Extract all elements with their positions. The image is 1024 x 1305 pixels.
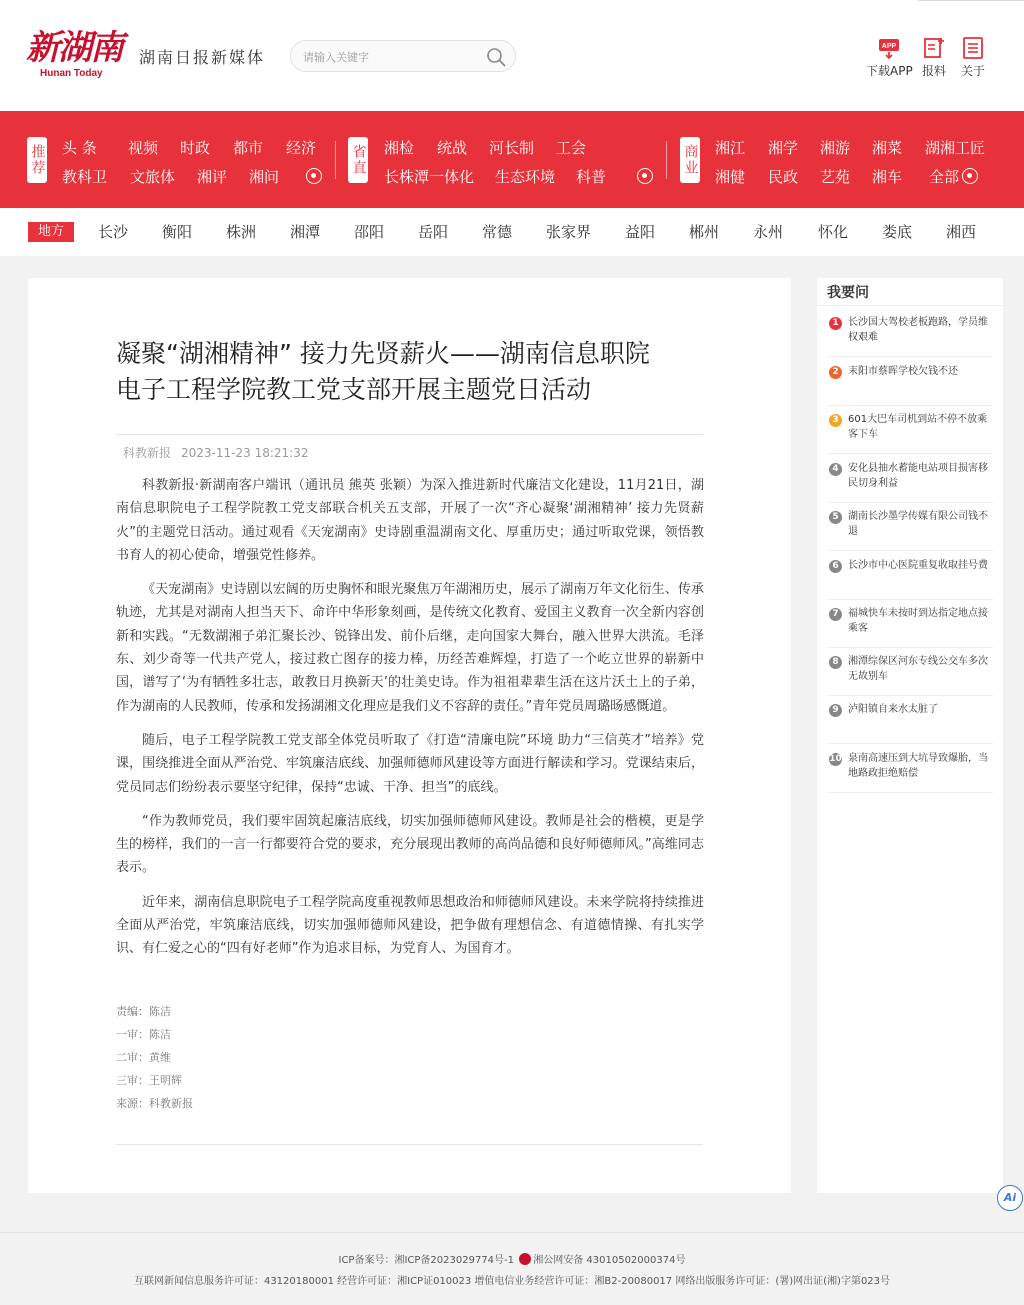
question-item[interactable] [829, 655, 993, 696]
download-app-label: 下载APP [866, 64, 913, 78]
region-tab[interactable]: 湘西 [946, 223, 977, 241]
article-title-line2: 电子工程学院教工党支部开展主题党日活动 [116, 375, 592, 404]
article-title-line1: 凝聚“湖湘精神” 接力先贤薪火——湖南信息职院 [116, 339, 650, 368]
region-tab[interactable]: 湘潭 [290, 223, 321, 241]
main-nav [0, 111, 1024, 208]
more-circle-icon[interactable] [637, 168, 653, 184]
nav-item-comment[interactable]: 湘评 [197, 168, 228, 186]
nav-tag-business: 商业 [680, 137, 700, 183]
search-input[interactable] [303, 47, 473, 67]
site-header [0, 0, 1024, 111]
nav-item-culture[interactable]: 文旅体 [130, 168, 176, 186]
about-icon [961, 36, 985, 60]
article-paragraph: 《天宠湖南》史诗剧以宏阔的历史胸怀和眼光聚焦万年湖湘历史，展示了湖南万年文化衍生、传承轨迹，尤其是对湖南人担当天下、命许中华形象刻画，是传统文化教育、爱国主义教育一次全新内容创新和实践。“无数湖湘子弟汇聚长沙、锐锋出发、前仆后继，走向国家大舞台，融入世界大洪流。毛泽东、刘少奇等一代共产党人，接过救亡图存的接力棒，历经苦难辉煌，打造了一个屹立世界的崭新中国，谱写了‘为有牺牲多壮志，敢教日月换新天’的壮美史诗。作为祖祖辈辈生活在这片沃土上的子弟，作为湖南的人民教师，传承和发扬湖湘文化理应是我们义不容辞的责任。”青年党员周璐旸感慨道。 [116, 582, 704, 714]
nav-tag-recommend: 推荐 [27, 137, 47, 183]
question-rank-badge: 9 [829, 704, 842, 717]
nav-divider [335, 141, 336, 179]
about-label: 关于 [960, 64, 985, 78]
nav-item-cztj[interactable]: 长株潭一体化 [384, 168, 475, 186]
region-tab[interactable]: 张家界 [546, 223, 592, 241]
question-rank-badge: 8 [829, 656, 842, 669]
question-item[interactable] [829, 559, 993, 600]
region-tab[interactable]: 长沙 [98, 223, 129, 241]
footer-divider [0, 1232, 1024, 1233]
region-tab[interactable]: 岳阳 [418, 223, 449, 241]
question-text: 泸阳镇自来水太脏了 [848, 704, 938, 715]
question-text: 601大巴车司机到站不停不放乘客下车 [848, 414, 988, 440]
article-paragraph: 随后，电子工程学院教工党支部全体党员听取了《打造“清廉电院”环境 助力“三信英才”培养》党课，围绕推进全面从严治党、牢筑廉洁底线、加强师德师风建设等方面进行解读和学习。党课结束后，党员同志们纷纷表示要坚守纪律，保持“忠诚、干净、担当”的底线。 [116, 732, 704, 795]
police-record[interactable]: 湘公网安备 43010502000374号 [533, 1255, 686, 1266]
report-icon [922, 36, 946, 60]
question-rank-badge: 2 [829, 366, 842, 379]
about-button[interactable] [960, 36, 986, 78]
sidebar-title: 我要问 [817, 278, 1003, 306]
nav-item-politics[interactable]: 时政 [180, 139, 211, 157]
question-rank-badge: 3 [829, 414, 842, 427]
nav-item-civil[interactable]: 民政 [768, 168, 799, 186]
logo-en-text: Hunan Today [40, 68, 103, 79]
nav-item-procuratorate[interactable]: 湘检 [384, 139, 415, 157]
question-item[interactable] [829, 462, 993, 503]
police-badge-icon [519, 1253, 531, 1265]
credit-source: 来源：科教新报 [116, 1097, 193, 1110]
article-credits [116, 1000, 193, 1115]
nav-item-xiangjiang[interactable]: 湘江 [715, 139, 746, 157]
question-rank-badge: 6 [829, 560, 842, 573]
nav-item-arts[interactable]: 艺苑 [820, 168, 851, 186]
region-tab[interactable]: 娄底 [882, 223, 913, 241]
article-meta [123, 444, 318, 461]
credit-review1: 一审：陈洁 [116, 1028, 171, 1041]
question-item[interactable] [829, 703, 993, 744]
question-rank-badge: 10 [829, 754, 842, 764]
nav-item-travel[interactable]: 湘游 [820, 139, 851, 157]
search-box [290, 40, 516, 72]
site-logo[interactable] [26, 28, 122, 84]
logo-cn-text: 新湖南 [26, 28, 122, 68]
download-app-button[interactable] [866, 36, 912, 78]
credit-review3: 三审：王明辉 [116, 1074, 182, 1087]
question-text: 福城快车未按时到达指定地点接乘客 [848, 608, 988, 634]
article-paragraph: 科教新报·新湖南客户端讯（通讯员 熊英 张颖）为深入推进新时代廉洁文化建设，11月21日，湖南信息职院电子工程学院教工党支部联合机关五支部，开展了一次“齐心凝聚‘湖湘精神’ 接力先贤薪火”的主题党日活动。通过观看《天宠湖南》史诗剧重温湖南文化、厚重历史；通过听取党课，领悟教书育人的初心使命，增强党性修养。 [116, 478, 704, 563]
nav-item-science[interactable]: 科普 [576, 168, 607, 186]
report-label: 报料 [921, 64, 946, 78]
question-text: 长沙国大驾校老板跑路，学员维权艰难 [848, 317, 988, 343]
question-item[interactable] [829, 413, 993, 454]
nav-item-education[interactable]: 教科卫 [62, 168, 108, 186]
region-tab[interactable]: 郴州 [689, 223, 720, 241]
report-button[interactable] [920, 36, 948, 78]
question-rank-badge: 4 [829, 463, 842, 476]
question-rank-badge: 5 [829, 511, 842, 524]
question-text: 耒阳市蔡晖学校欠钱不还 [848, 366, 958, 377]
region-tab[interactable]: 益阳 [625, 223, 656, 241]
region-tab[interactable]: 株洲 [226, 223, 257, 241]
nav-item-all[interactable]: 全部 [929, 168, 960, 186]
nav-item-union[interactable]: 工会 [556, 139, 587, 157]
article-source: 科教新报 [123, 446, 172, 460]
article-body [116, 474, 704, 972]
region-tab[interactable]: 永州 [753, 223, 784, 241]
article-end-divider [116, 1144, 703, 1145]
app-download-icon [877, 36, 901, 60]
svg-text:APP: APP [881, 43, 897, 50]
footer-license-line1 [0, 1251, 1024, 1266]
more-circle-icon[interactable] [306, 168, 322, 184]
question-text: 湘潭综保区河东专线公交车多次无故别车 [848, 656, 988, 682]
article-paragraph: “作为教师党员，我们要牢固筑起廉洁底线，切实加强师德师风建设。教师是社会的楷模，更是学生的榜样，我们的一言一行都要符合党的要求，充分展现出教师的高尚品德和良好师德师风。”高维同志表示。 [116, 813, 704, 876]
article-panel [28, 278, 791, 1193]
nav-item-economy[interactable]: 经济 [286, 139, 317, 157]
question-text: 安化县抽水蓄能电站项目损害移民切身利益 [848, 463, 988, 489]
nav-tag-provincial: 省直 [348, 137, 368, 183]
nav-divider [666, 141, 667, 179]
top-divider [918, 0, 1024, 1]
nav-item-city[interactable]: 都市 [233, 139, 264, 157]
nav-item-ask[interactable]: 湘问 [249, 168, 280, 186]
region-tab-active[interactable]: 地方 [28, 222, 74, 242]
nav-item-craftsman[interactable]: 湖湘工匠 [925, 139, 986, 157]
nav-item-health[interactable]: 湘健 [715, 168, 746, 186]
footer-license-line2: 互联网新闻信息服务许可证：43120180001 经营许可证：湘ICP证010023 增值电信业务经营许可证：湘B2-20080017 网络出版服务许可证：(署)网出证(湘)字第023号 [133, 1276, 891, 1287]
question-rank-badge: 7 [829, 608, 842, 621]
question-text: 长沙市中心医院重复收取挂号费 [848, 560, 988, 571]
region-tab[interactable]: 衡阳 [162, 223, 193, 241]
credit-editor: 责编：陈洁 [116, 1005, 171, 1018]
nav-item-cars[interactable]: 湘车 [872, 168, 903, 186]
question-item[interactable] [829, 607, 993, 648]
search-icon[interactable] [486, 47, 506, 67]
nav-item-river-chief[interactable]: 河长制 [489, 139, 535, 157]
region-tab[interactable]: 常德 [482, 223, 513, 241]
article-datetime: 2023-11-23 18:21:32 [181, 446, 309, 460]
question-text: 泉南高速压到大坑导致爆胎，当地路政拒绝赔偿 [848, 753, 988, 779]
region-tab[interactable]: 邵阳 [354, 223, 385, 241]
article-title [116, 336, 716, 408]
question-item[interactable] [829, 510, 993, 551]
site-slogan: 湖南日报新媒体 [139, 48, 266, 67]
question-rank-badge: 1 [829, 317, 842, 330]
article-paragraph: 近年来，湖南信息职院电子工程学院高度重视教师思想政治和师德师风建设。未来学院将持续推进全面从严治党，牢筑廉洁底线，切实加强师德师风建设，把争做有理想信念、有道德情操、有扎实学识、有仁爱之心的“四有好老师”作为追求目标，为党育人、为国育才。 [116, 894, 704, 957]
ask-sidebar [817, 278, 1003, 1193]
nav-item-video[interactable]: 视频 [128, 139, 159, 157]
nav-item-united-front[interactable]: 统战 [437, 139, 468, 157]
question-item[interactable] [829, 316, 993, 357]
question-item[interactable] [829, 752, 993, 793]
nav-item-cuisine[interactable]: 湘菜 [872, 139, 903, 157]
nav-item-headlines[interactable]: 头 条 [62, 139, 97, 157]
nav-item-ecology[interactable]: 生态环境 [495, 168, 556, 186]
icp-number[interactable]: ICP备案号：湘ICP备2023029774号-1 [338, 1255, 515, 1266]
more-circle-icon[interactable] [962, 168, 978, 184]
region-tab[interactable]: 怀化 [818, 223, 849, 241]
credit-review2: 二审：黄维 [116, 1051, 171, 1064]
nav-item-xiangxue[interactable]: 湘学 [768, 139, 799, 157]
ai-assistant-button[interactable]: Ai [997, 1185, 1023, 1211]
question-item[interactable] [829, 365, 993, 406]
question-text: 湖南长沙墨学传媒有限公司钱不退 [848, 511, 988, 537]
meta-divider [116, 434, 703, 435]
